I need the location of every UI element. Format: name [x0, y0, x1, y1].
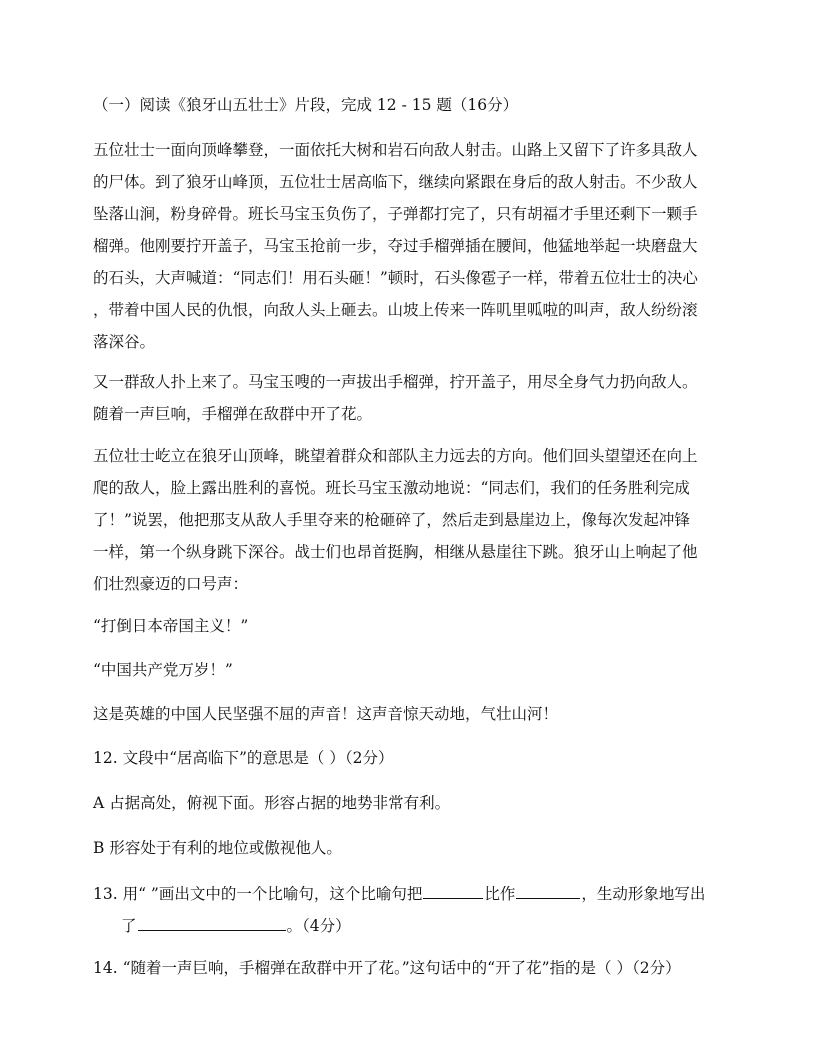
paragraph-1-line-1: 五位壮士一面向顶峰攀登，一面依托大树和岩石向敌人射击。山路上又留下了许多具敌人 — [93, 141, 698, 159]
paragraph-2-line-1: 又一群敌人扑上来了。马宝玉嗖的一声拔出手榴弹，拧开盖子，用尽全身气力扔向敌人。 — [93, 373, 698, 391]
paragraph-3-line-2: 爬的敌人，脸上露出胜利的喜悦。班长马宝玉激动地说：“同志们，我们的任务胜利完成 — [93, 479, 690, 497]
answer-blank-3[interactable] — [138, 914, 286, 931]
paragraph-1-line-5: 的石头，大声喊道：“同志们！用石头砸！”顿时，石头像雹子一样，带着五位壮士的决心 — [93, 269, 698, 287]
slogan-1: “打倒日本帝国主义！” — [93, 617, 249, 635]
paragraph-1-line-3: 坠落山涧，粉身碎骨。班长马宝玉负伤了，子弹都打完了，只有胡福才手里还剩下一颗手 — [93, 205, 698, 223]
paragraph-4: 这是英雄的中国人民坚强不屈的声音！这声音惊天动地，气壮山河！ — [93, 705, 559, 723]
paragraph-1-line-2: 的尸体。到了狼牙山峰顶，五位壮士居高临下，继续向紧跟在身后的敌人射击。不少敌人 — [93, 173, 698, 191]
paragraph-1-line-6: ，带着中国人民的仇恨，向敌人头上砸去。山坡上传来一阵叽里呱啦的叫声，敌人纷纷滚 — [93, 301, 698, 319]
question-13-text-4: 了 — [121, 917, 137, 935]
paragraph-2-line-2: 随着一声巨响，手榴弹在敌群中开了花。 — [93, 405, 373, 423]
paragraph-3-line-5: 们壮烈豪迈的口号声： — [93, 575, 249, 593]
slogan-2: “中国共产党万岁！” — [93, 661, 233, 679]
answer-blank-2[interactable] — [516, 882, 580, 899]
question-12-stem: 12. 文段中“居高临下”的意思是（ ）（2分） — [93, 749, 394, 767]
question-13-text-5: 。（4分） — [286, 917, 351, 935]
question-13-text-1: 13. 用“ ”画出文中的一个比喻句，这个比喻句把 — [93, 885, 423, 903]
paragraph-3-line-4: 一样，第一个纵身跳下深谷。战士们也昂首挺胸，相继从悬崖往下跳。狼牙山上响起了他 — [93, 543, 698, 561]
paragraph-1-line-4: 榴弹。他刚要拧开盖子，马宝玉抢前一步，夺过手榴弹插在腰间，他猛地举起一块磨盘大 — [93, 237, 698, 255]
question-14-stem: 14. “随着一声巨响，手榴弹在敌群中开了花。”这句话中的“开了花”指的是（ ）（2分） — [93, 959, 681, 977]
paragraph-3-line-3: 了！”说罢，他把那支从敌人手里夺来的枪砸碎了，然后走到悬崖边上，像每次发起冲锋 — [93, 511, 690, 529]
section-heading: （一）阅读《狼牙山五壮士》片段，完成 12 - 15 题（16分） — [93, 96, 519, 114]
question-13-text-2: 比作 — [484, 885, 516, 903]
paragraph-1-line-7: 落深谷。 — [93, 333, 156, 351]
question-12-option-b: B 形容处于有利的地位或傲视他人。 — [93, 839, 342, 857]
question-12-option-a: A 占据高处，俯视下面。形容占据的地势非常有利。 — [93, 794, 451, 812]
answer-blank-1[interactable] — [423, 882, 483, 899]
question-13-line-1 — [93, 882, 705, 904]
question-13-text-3: ，生动形象地写出 — [581, 885, 706, 903]
paragraph-3-line-1: 五位壮士屹立在狼牙山顶峰，眺望着群众和部队主力远去的方向。他们回头望望还在向上 — [93, 447, 698, 465]
question-13-line-2 — [121, 914, 351, 936]
